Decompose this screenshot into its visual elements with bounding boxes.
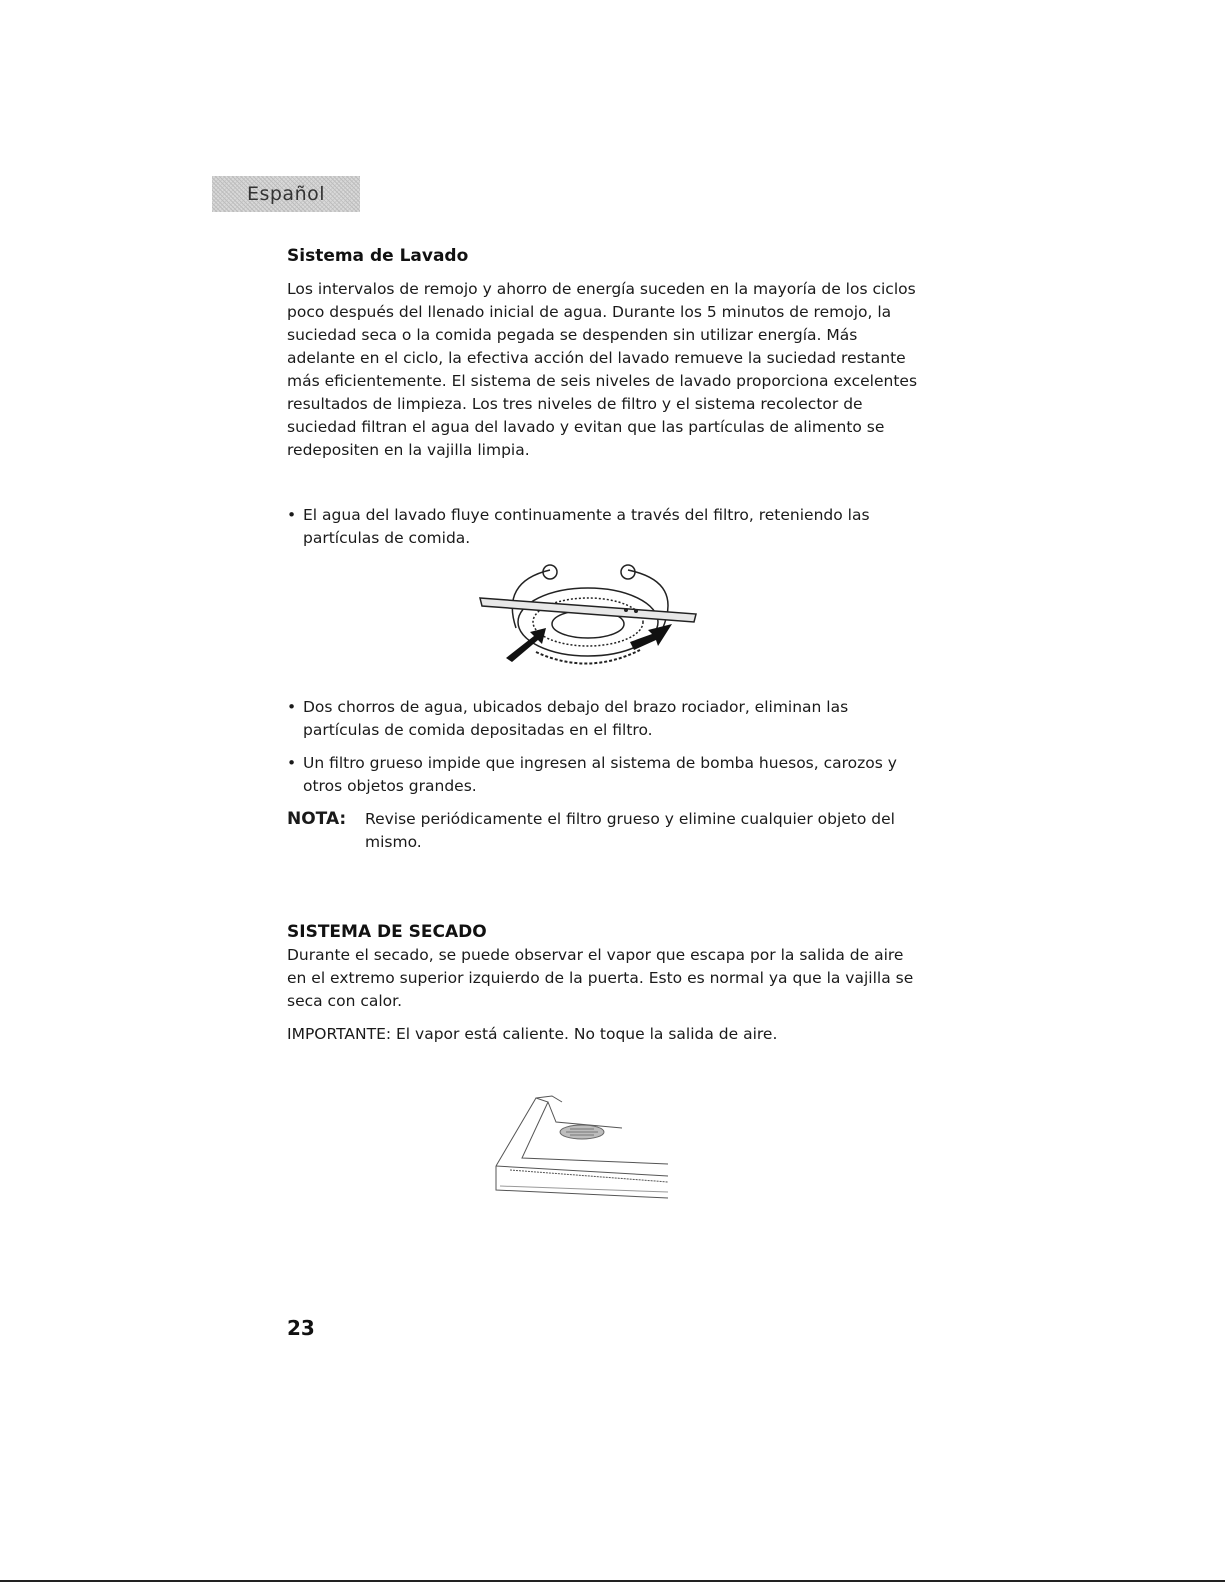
- drying-section-title: SISTEMA DE SECADO: [287, 922, 487, 942]
- washing-section-paragraph: Los intervalos de remojo y ahorro de energía suceden en la mayoría de los ciclos poco después del llenado inicial de agua. Durante los 5 minutos de remojo, la suciedad seca o la comida pegada se despenden sin utilizar energía. Más adelante en el ciclo, la efectiva acción del lavado remueve la suciedad restante más eficientemente. El sistema de seis niveles de lavado proporciona excelentes resultados de limpieza. Los tres niveles de filtro y el sistema recolector de suciedad filtran el agua del lavado y evitan que las partículas de alimento se redepositen en la vajilla limpia.: [287, 280, 918, 459]
- bullet-item-coarse-filter: [287, 752, 927, 798]
- bullet-dot-icon: •: [287, 754, 297, 772]
- bottom-rule: [0, 1580, 1225, 1582]
- bullet-item-filter-flow: [287, 504, 927, 550]
- note-text: Revise periódicamente el filtro grueso y elimine cualquier objeto del mismo.: [365, 810, 895, 851]
- language-tab-label: Español: [246, 183, 326, 205]
- bullet-text: El agua del lavado fluye continuamente a través del filtro, reteniendo las partículas de comida.: [303, 506, 870, 547]
- bullet-text: Dos chorros de agua, ubicados debajo del brazo rociador, eliminan las partículas de comida depositadas en el filtro.: [303, 698, 849, 739]
- bullet-item-water-jets: [287, 696, 927, 742]
- bullet-dot-icon: •: [287, 698, 297, 716]
- drying-section: [287, 922, 927, 1046]
- important-warning: IMPORTANTE: El vapor está caliente. No toque la salida de aire.: [287, 1025, 778, 1043]
- washing-bullets-continued: [287, 696, 927, 854]
- drying-section-paragraph: Durante el secado, se puede observar el vapor que escapa por la salida de aire en el extremo superior izquierdo de la puerta. Esto es normal ya que la vajilla se seca con calor.: [287, 946, 914, 1010]
- bullet-text: Un filtro grueso impide que ingresen al sistema de bomba huesos, carozos y otros objetos grandes.: [303, 754, 897, 795]
- page-number: 23: [287, 1316, 315, 1340]
- note: [287, 808, 927, 854]
- note-label: NOTA:: [287, 809, 347, 829]
- language-tab: [212, 176, 360, 212]
- washing-section: [287, 246, 927, 550]
- bullet-dot-icon: •: [287, 506, 297, 524]
- washing-section-title: Sistema de Lavado: [287, 246, 469, 266]
- air-vent-illustration: [492, 1094, 672, 1202]
- spray-arm-filter-illustration: [476, 558, 704, 670]
